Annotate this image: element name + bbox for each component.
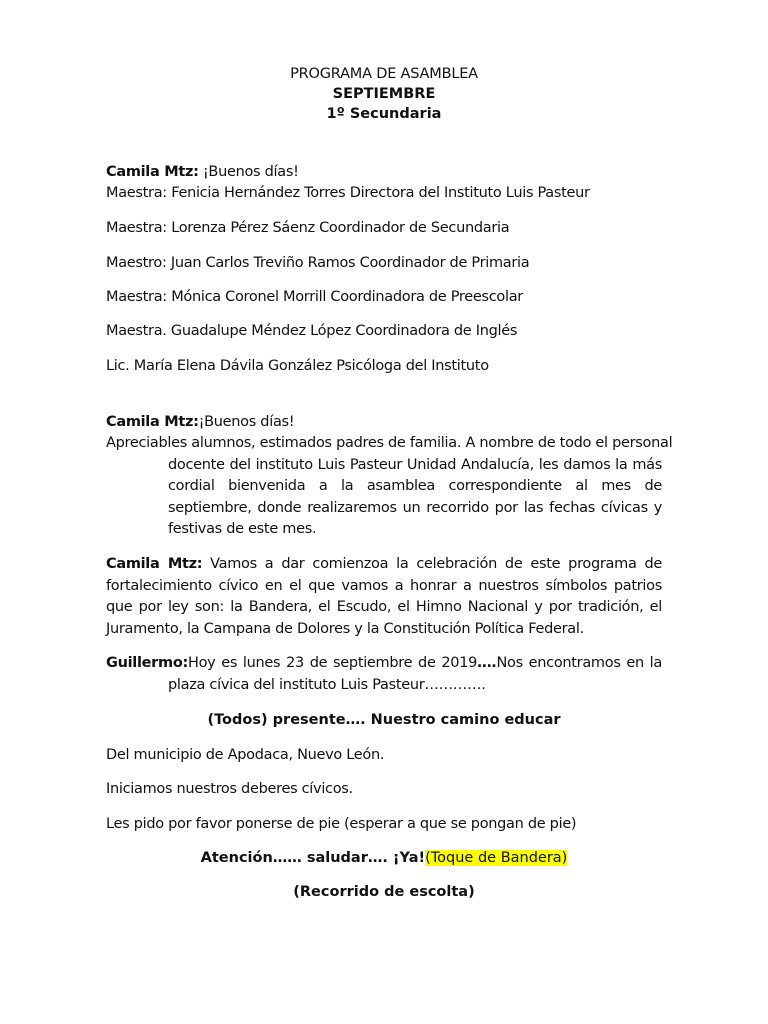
guillermo-ellipsis: ….	[477, 655, 497, 671]
greeting-line-2	[106, 412, 294, 433]
pie-line: Les pido por favor ponerse de pie (esperar a que se pongan de pie)	[106, 816, 577, 832]
staff-line: Maestra: Fenicia Hernández Torres Directora del Instituto Luis Pasteur	[106, 185, 590, 201]
atencion-line	[0, 848, 768, 869]
welcome-continuation: docente del instituto Luis Pasteur Unidad Andalucía, les damos la más cordial bienvenida a la asamblea correspondiente al mes de septiembre, donde realizaremos un recorrido por las fechas cívicas y festivas de este mes.	[168, 456, 662, 538]
speaker-name: Camila Mtz:	[106, 164, 199, 180]
program-title: PROGRAMA DE ASAMBLEA	[290, 66, 478, 82]
guillermo-paragraph	[106, 653, 662, 696]
greeting-text: ¡Buenos días!	[198, 164, 299, 180]
deberes-line: Iniciamos nuestros deberes cívicos.	[106, 781, 353, 797]
speaker-name: Camila Mtz:	[106, 414, 199, 430]
guillermo-text-b: Nos encontramos en la	[496, 655, 662, 671]
escolta-line: (Recorrido de escolta)	[293, 884, 475, 900]
guillermo-text: Hoy es lunes 23 de septiembre de 2019	[188, 655, 478, 671]
speaker-name: Guillermo:	[106, 655, 188, 671]
program-grade: 1º Secundaria	[326, 106, 442, 122]
guillermo-continuation: plaza cívica del instituto Luis Pasteur………….	[168, 676, 486, 693]
start-text: Vamos a dar comienzoa la celebración de este programa de fortalecimiento cívico en el que vamos a honrar a nuestros símbolos patrios que por ley son: la Bandera, el Escudo, el Himno Nacional y por tradición, el Juramento, la Campana de Dolores y la Constitución Política Federal.	[106, 556, 662, 637]
staff-line: Maestro: Juan Carlos Treviño Ramos Coordinador de Primaria	[106, 255, 530, 271]
atencion-text: Atención…… saludar…. ¡Ya!	[200, 850, 426, 866]
program-month: SEPTIEMBRE	[332, 86, 436, 102]
welcome-paragraph	[106, 433, 673, 541]
staff-line: Maestra. Guadalupe Méndez López Coordinadora de Inglés	[106, 323, 518, 339]
greeting-text: ¡Buenos días!	[198, 414, 295, 430]
start-paragraph	[106, 554, 662, 640]
municipio-line: Del municipio de Apodaca, Nuevo León.	[106, 747, 385, 763]
welcome-first-line: Apreciables alumnos, estimados padres de familia. A nombre de todo el personal	[106, 435, 673, 451]
staff-line: Lic. María Elena Dávila González Psicóloga del Instituto	[106, 358, 489, 374]
toque-bandera-highlight: (Toque de Bandera)	[425, 850, 568, 866]
staff-line: Maestra: Mónica Coronel Morrill Coordinadora de Preescolar	[106, 289, 523, 305]
greeting-line-1	[106, 162, 299, 183]
todos-line: (Todos) presente…. Nuestro camino educar	[207, 712, 561, 728]
speaker-name: Camila Mtz:	[106, 556, 203, 572]
document-header	[0, 64, 768, 124]
guillermo-first-line	[106, 653, 662, 675]
staff-line: Maestra: Lorenza Pérez Sáenz Coordinador de Secundaria	[106, 220, 510, 236]
